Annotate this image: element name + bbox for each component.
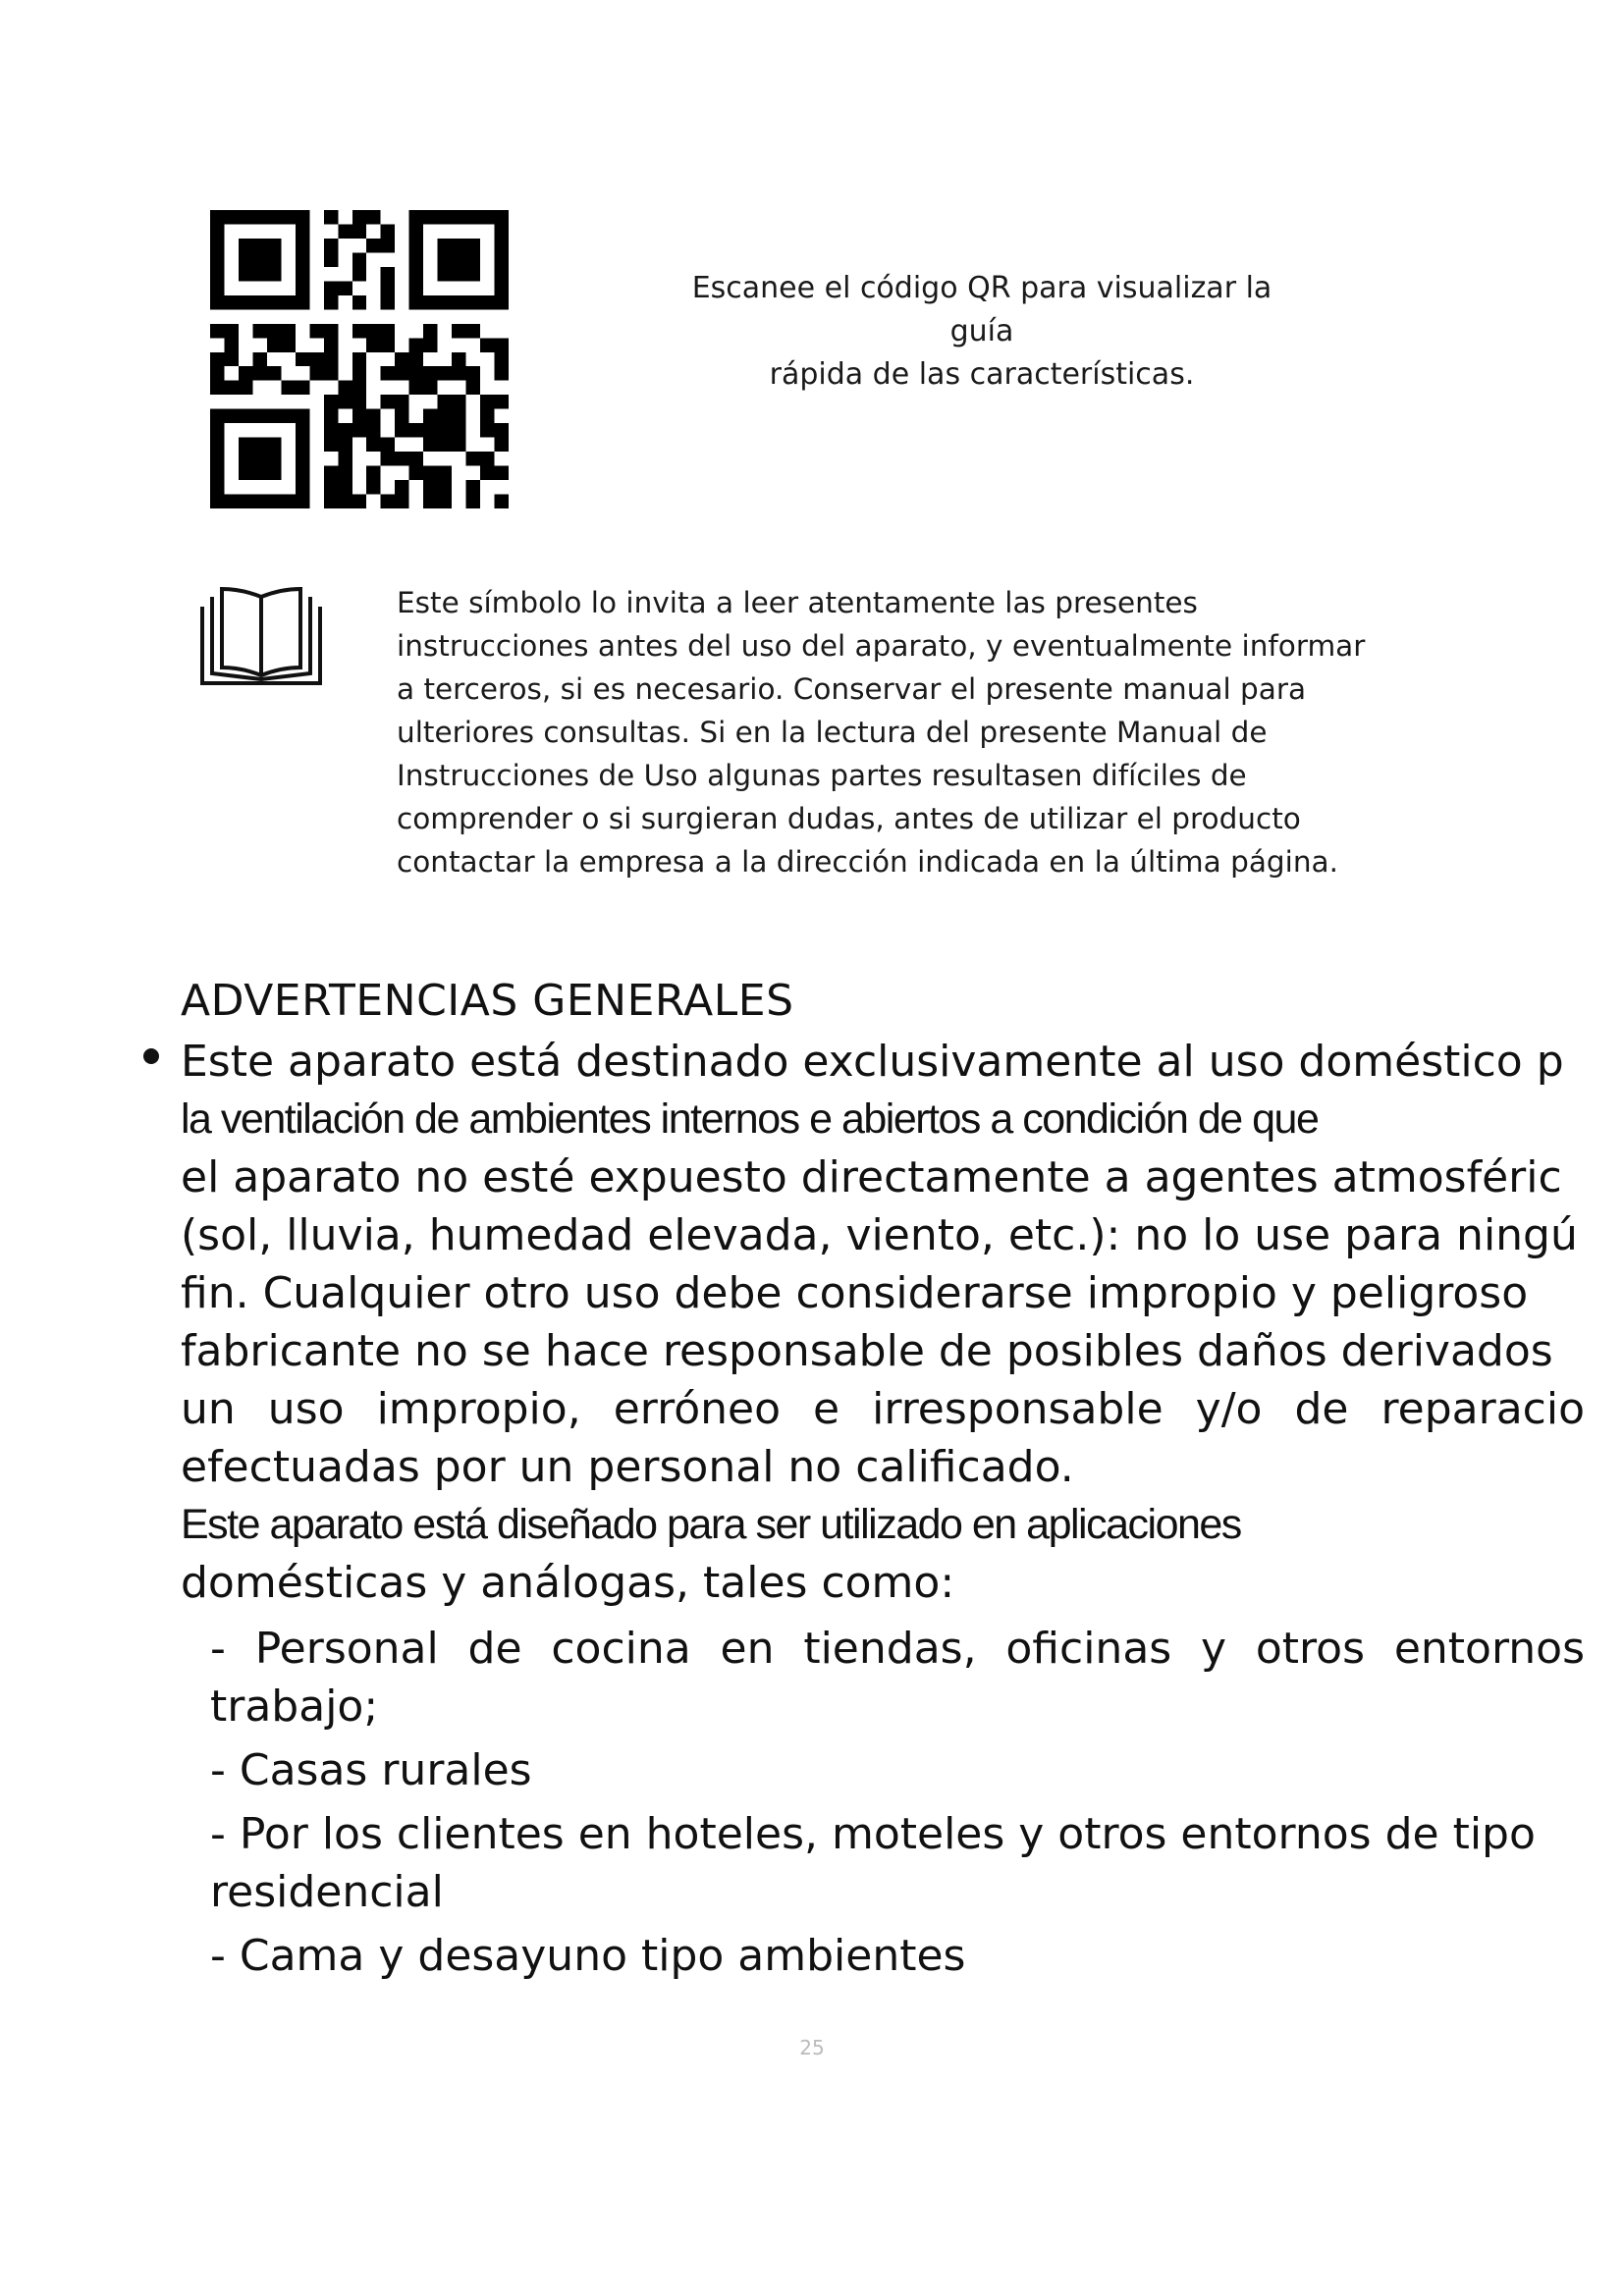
- warnings-body: [181, 1033, 1585, 1985]
- notice-line: comprender o si surgieran dudas, antes de utilizar el producto: [397, 802, 1301, 835]
- usage-examples-list: [181, 1620, 1585, 1985]
- warning-line: la ventilación de ambientes internos e abiertos a condición de que: [181, 1095, 1319, 1143]
- open-book-icon: [198, 585, 324, 687]
- qr-code: [210, 210, 509, 508]
- notice-line: ulteriores consultas. Si en la lectura del presente Manual de: [397, 716, 1268, 749]
- page-number: 25: [799, 2036, 825, 2059]
- list-item: trabajo;: [210, 1682, 379, 1732]
- warning-line: el aparato no esté expuesto directamente a agentes atmosféric: [181, 1152, 1562, 1202]
- qr-caption-line: rápida de las características.: [769, 357, 1195, 392]
- read-instructions-notice: [397, 581, 1437, 883]
- list-item: residencial: [210, 1867, 444, 1917]
- list-item: - Personal de cocina en tiendas, oficinas y otros entornos: [210, 1624, 1585, 1674]
- warning-line: Este aparato está diseñado para ser utilizado en aplicaciones: [181, 1501, 1241, 1548]
- warning-line: fabricante no se hace responsable de posibles daños derivados: [181, 1326, 1553, 1376]
- list-item: - Por los clientes en hoteles, moteles y otros entornos de tipo: [210, 1809, 1536, 1859]
- notice-line: contactar la empresa a la dirección indicada en la última página.: [397, 845, 1338, 879]
- warning-line: fin. Cualquier otro uso debe considerarse impropio y peligroso: [181, 1268, 1529, 1318]
- notice-line: a terceros, si es necesario. Conservar el presente manual para: [397, 672, 1307, 706]
- bullet-icon: [143, 1048, 159, 1064]
- warning-line: (sol, lluvia, humedad elevada, viento, etc.): no lo use para ningú: [181, 1210, 1578, 1260]
- warning-line: Este aparato está destinado exclusivamente al uso doméstico p: [181, 1037, 1564, 1087]
- notice-line: Este símbolo lo invita a leer atentamente las presentes: [397, 586, 1198, 619]
- section-title: ADVERTENCIAS GENERALES: [181, 976, 794, 1026]
- notice-line: instrucciones antes del uso del aparato, y eventualmente informar: [397, 629, 1366, 663]
- warning-line: efectuadas por un personal no calificado.: [181, 1442, 1074, 1492]
- list-item: - Casas rurales: [210, 1745, 532, 1795]
- qr-caption-line: Escanee el código QR para visualizar la guía: [691, 271, 1272, 348]
- warning-line: domésticas y análogas, tales como:: [181, 1558, 955, 1608]
- warning-line: un uso impropio, erróneo e irresponsable y/o de reparacio: [181, 1384, 1585, 1434]
- qr-caption: [687, 267, 1276, 397]
- list-item: - Cama y desayuno tipo ambientes: [210, 1931, 966, 1981]
- notice-line: Instrucciones de Uso algunas partes resultasen difíciles de: [397, 759, 1247, 792]
